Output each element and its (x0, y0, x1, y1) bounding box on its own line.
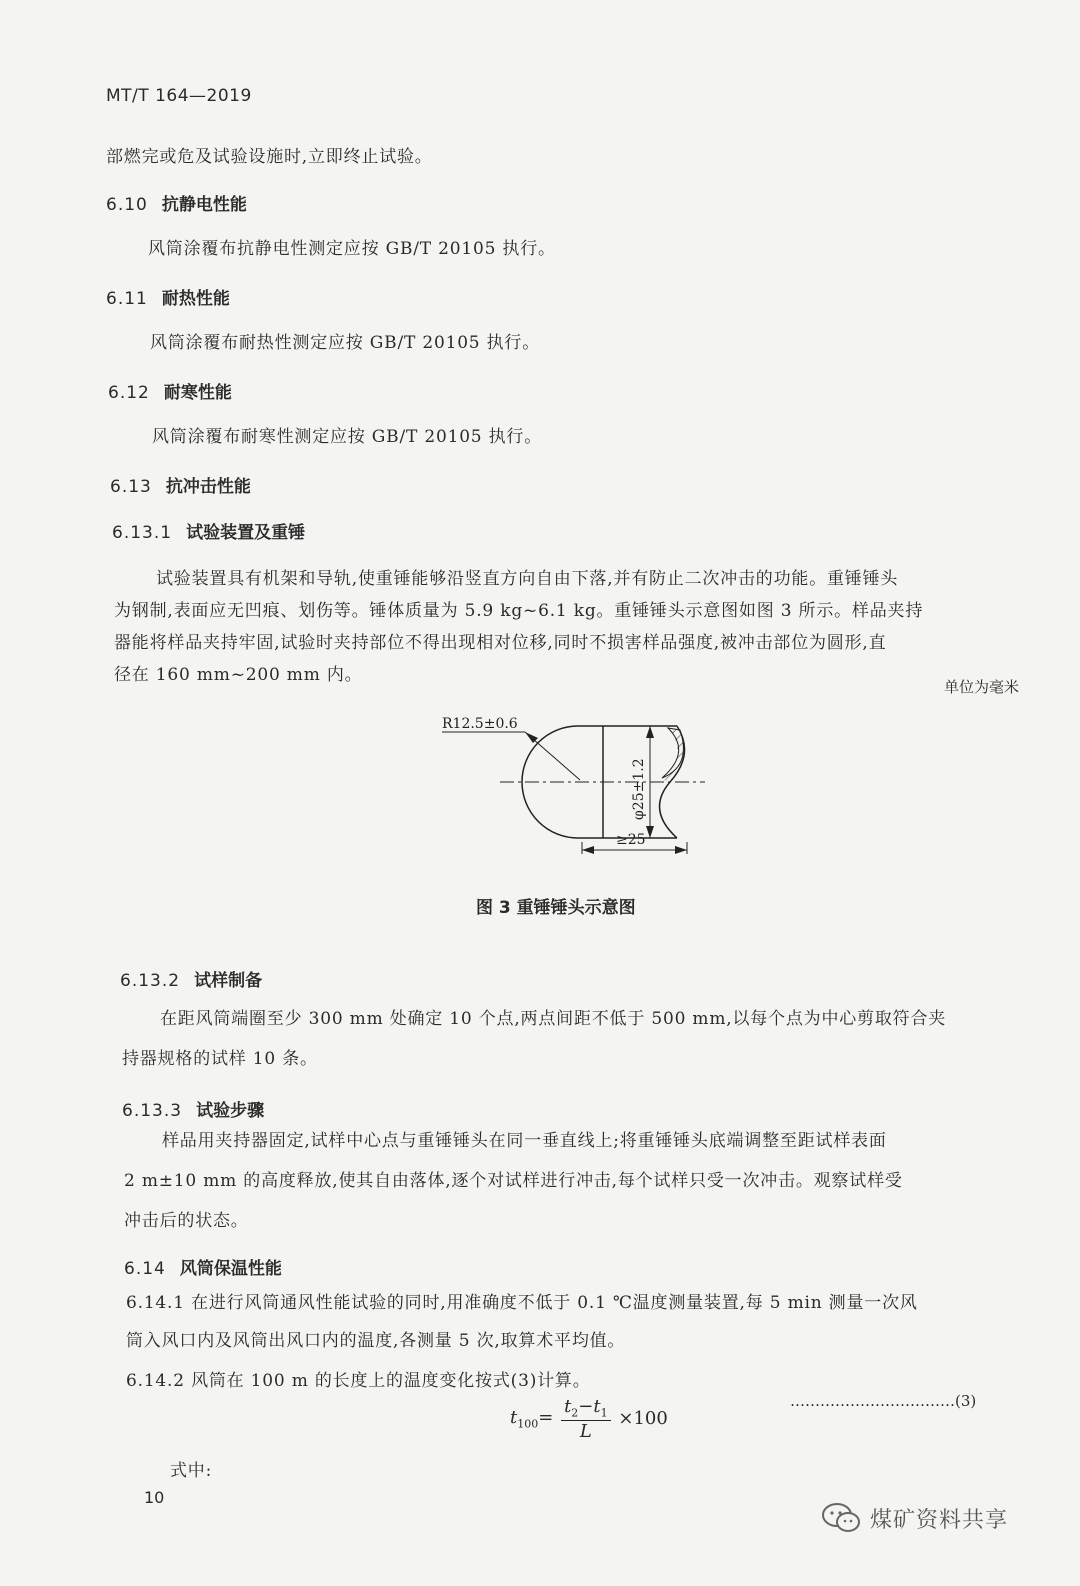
length-label: ≥25 (616, 832, 646, 848)
section-number: 6.13.2 (120, 971, 181, 991)
section-title: 风筒保温性能 (179, 1259, 282, 1279)
section-number: 6.11 (106, 289, 148, 309)
section-title: 试验装置及重锤 (186, 523, 306, 543)
section-title: 耐热性能 (161, 289, 230, 309)
paragraph-line: 为钢制,表面应无凹痕、划伤等。锤体质量为 5.9 kg~6.1 kg。重锤锤头示意图如图 3 所示。样品夹持 (114, 601, 924, 621)
paragraph-line: 样品用夹持器固定,试样中心点与重锤锤头在同一垂直线上;将重锤锤头底端调整至距试样表面 (162, 1131, 887, 1151)
paragraph-line: 试验装置具有机架和导轨,使重锤能够沿竖直方向自由下落,并有防止二次冲击的功能。重锤锤头 (156, 569, 899, 589)
formula-eq: = (538, 1407, 554, 1428)
section-heading-6-14 (124, 1254, 282, 1279)
paragraph-line: 6.14.1 在进行风筒通风性能试验的同时,用准确度不低于 0.1 ℃温度测量装置,每 5 min 测量一次风 (126, 1293, 918, 1313)
where-label: 式中: (170, 1461, 213, 1481)
formula-t2-sub: 2 (571, 1406, 579, 1420)
formula-lhs-sub: 100 (517, 1417, 539, 1431)
section-heading-6-13 (110, 472, 251, 497)
section-title: 抗冲击性能 (165, 477, 251, 497)
radius-label: R12.5±0.6 (442, 716, 518, 732)
paragraph-line: 冲击后的状态。 (124, 1211, 249, 1231)
paragraph-line: 风筒涂覆布耐热性测定应按 GB/T 20105 执行。 (150, 333, 541, 353)
paragraph-line: 持器规格的试样 10 条。 (122, 1049, 318, 1069)
standard-code: MT/T 164—2019 (106, 86, 252, 106)
watermark-text: 煤矿资料共享 (870, 1507, 1009, 1533)
paragraph-line: 筒入风口内及风筒出风口内的温度,各测量 5 次,取算术平均值。 (126, 1331, 626, 1351)
formula-denominator: L (579, 1420, 592, 1442)
section-number: 6.10 (106, 195, 148, 215)
figure-caption: 图 3 重锤锤头示意图 (476, 898, 636, 918)
section-number: 6.13 (110, 477, 152, 497)
formula-t1: t (593, 1396, 601, 1417)
section-title: 耐寒性能 (163, 383, 232, 403)
formula-t1-sub: 1 (600, 1406, 608, 1420)
paragraph-line: 在距风筒端圈至少 300 mm 处确定 10 个点,两点间距不低于 500 mm,以每个点为中心剪取符合夹 (160, 1009, 947, 1029)
section-title: 抗静电性能 (161, 195, 247, 215)
paragraph-line: 2 m±10 mm 的高度释放,使其自由落体,逐个对试样进行冲击,每个试样只受一次冲击。观察试样受 (124, 1171, 903, 1191)
formula-lhs: t (510, 1407, 518, 1428)
section-number: 6.14 (124, 1259, 166, 1279)
formula-number: ……………………………(3) (790, 1392, 977, 1410)
formula-minus: − (578, 1396, 594, 1417)
section-heading-6-11 (106, 284, 230, 309)
section-heading-6-12 (108, 378, 232, 403)
formula-times: ×100 (618, 1408, 668, 1430)
formula-t2: t (564, 1396, 572, 1417)
section-title: 试验步骤 (196, 1101, 265, 1121)
chat-bubble-icon (820, 1500, 864, 1536)
watermark (820, 1500, 1008, 1536)
paragraph-line: 风筒涂覆布抗静电性测定应按 GB/T 20105 执行。 (148, 239, 556, 259)
formula-3 (510, 1396, 668, 1442)
paragraph-line: 器能将样品夹持牢固,试验时夹持部位不得出现相对位移,同时不损害样品强度,被冲击部位为圆形,直 (114, 633, 887, 653)
section-number: 6.13.3 (122, 1101, 183, 1121)
diameter-label: φ25±1.2 (631, 758, 647, 820)
paragraph-line: 6.14.2 风筒在 100 m 的长度上的温度变化按式(3)计算。 (126, 1371, 591, 1391)
section-heading-6-13-3 (122, 1096, 264, 1121)
page-number: 10 (144, 1488, 165, 1507)
paragraph-line: 部燃完或危及试验设施时,立即终止试验。 (106, 147, 433, 167)
section-heading-6-13-1 (112, 518, 305, 543)
section-heading-6-13-2 (120, 966, 262, 991)
paragraph-line: 风筒涂覆布耐寒性测定应按 GB/T 20105 执行。 (152, 427, 543, 447)
section-number: 6.12 (108, 383, 150, 403)
hammer-head-figure (430, 708, 720, 868)
section-heading-6-10 (106, 190, 247, 215)
paragraph-line: 径在 160 mm~200 mm 内。 (114, 665, 363, 685)
section-number: 6.13.1 (112, 523, 173, 543)
section-title: 试样制备 (194, 971, 263, 991)
unit-note: 单位为毫米 (944, 678, 1020, 696)
